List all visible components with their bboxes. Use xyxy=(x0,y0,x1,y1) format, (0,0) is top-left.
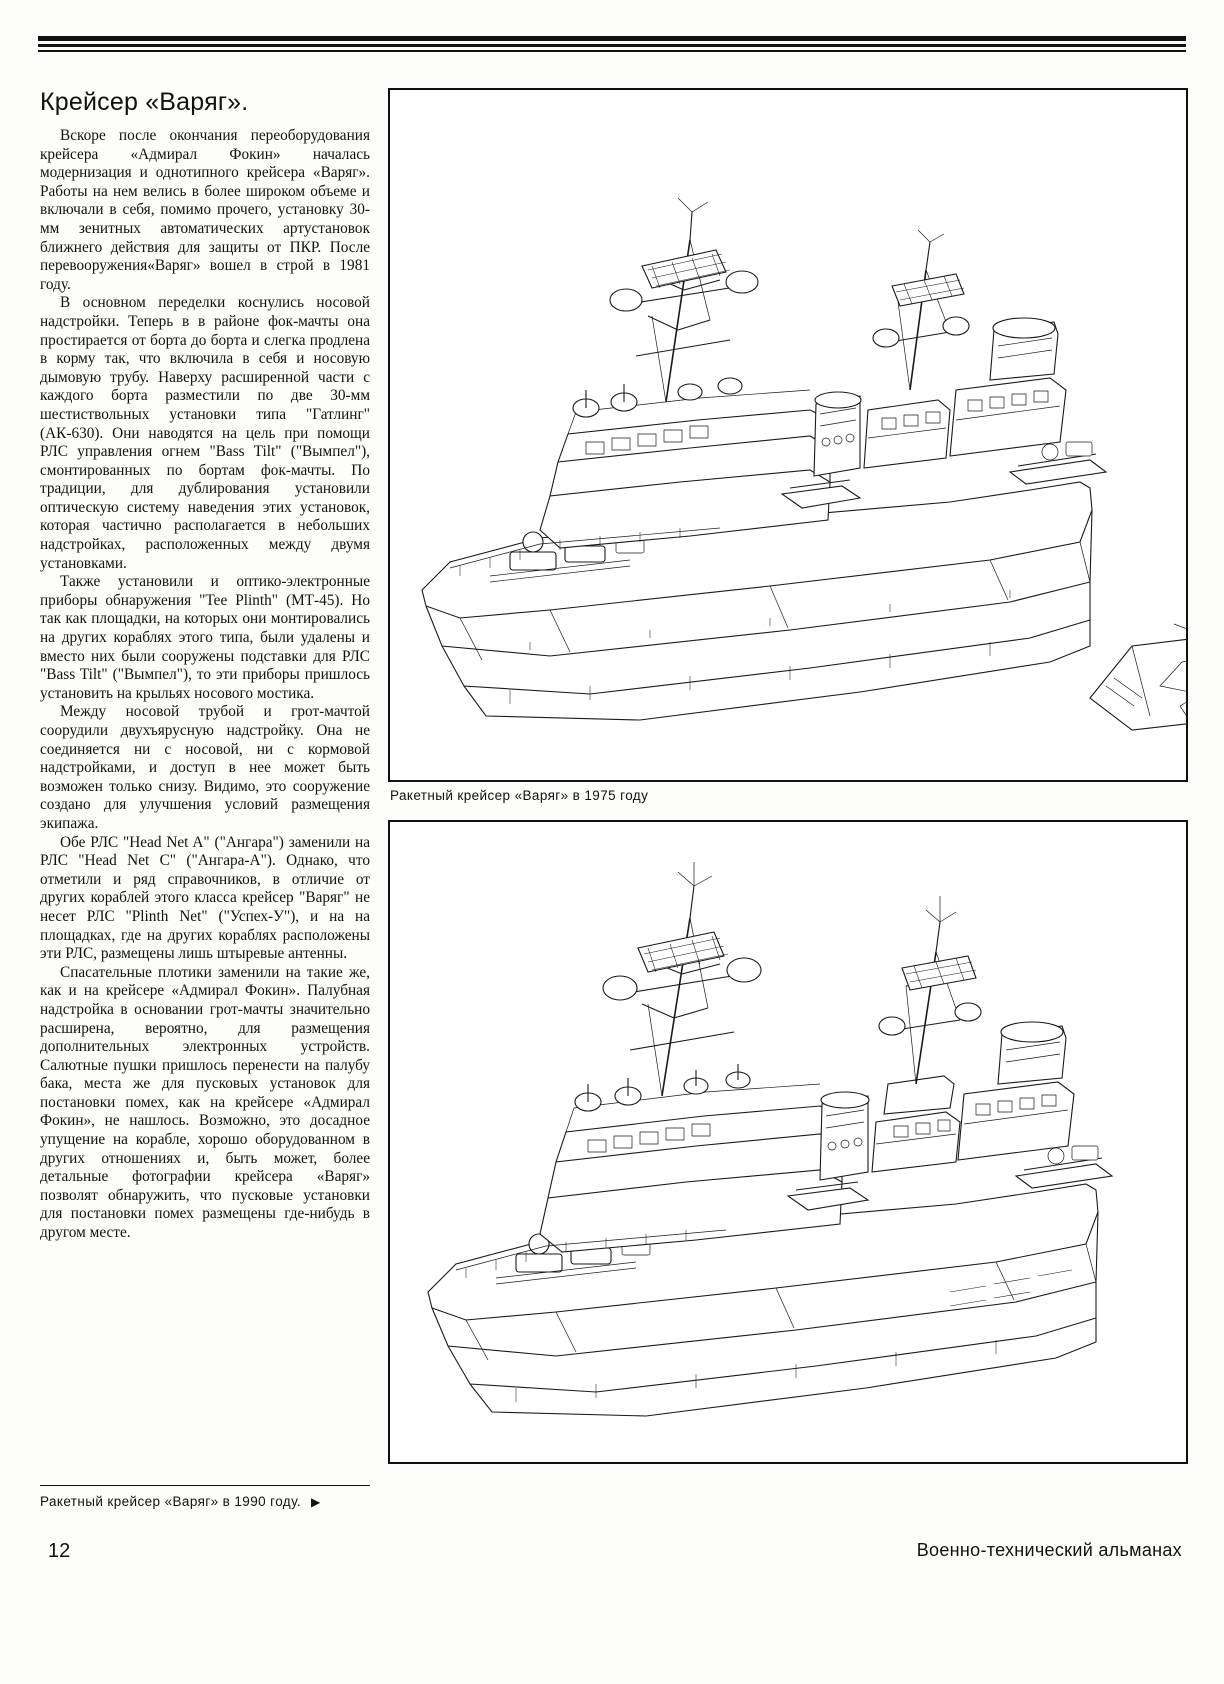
arrow-right-icon: ▶ xyxy=(311,1494,321,1509)
forward-funnel xyxy=(820,1092,869,1180)
aft-superstructure xyxy=(950,318,1066,456)
forward-funnel xyxy=(814,392,861,476)
ak630-gun-mounts xyxy=(575,1064,750,1111)
figure-2-caption xyxy=(40,1494,385,1509)
article-column xyxy=(40,88,370,1243)
bass-tilt-radome-port xyxy=(603,976,637,1000)
head-net-c-radar-aft xyxy=(902,956,976,990)
figure-1-caption: Ракетный крейсер «Варяг» в 1975 году xyxy=(390,788,649,803)
aft-superstructure xyxy=(958,1022,1074,1160)
article-body xyxy=(40,127,370,1243)
paragraph: Спасательные плотики заменили на такие же, как и на крейсере «Адмирал Фокин». Палубная надстройка в основании грот-мачты значительно расширена, вероятно, для размещения дополнительных электронных устройств. Салютные пушки пришлось перенести на палубу бака, места же для пусковых установок для постановки помех, как на крейсере «Адмирал Фокин», не нашлось. Возможно, это досадное упущение на корабле, хорошо оборудованном в других отношениях и, быть может, более детальные фотографии крейсера «Варяг» позволят обнаружить, что пусковые установки для постановки помех размещены где-нибудь в другом месте. xyxy=(40,963,370,1242)
aft-deck-equipment xyxy=(1010,442,1106,484)
page-number: 12 xyxy=(48,1540,71,1562)
paragraph: Обе РЛС "Head Net A" ("Ангара") заменили на РЛС "Head Net C" ("Ангара-А"). Однако, что отметили и ряд справочников, в отличие от других кораблей этого класса крейсер "Варяг" не несет РЛС "Plinth Net" ("Успех-У"), и на на площадках, где на других кораблях расположены эти РЛС, размещены лишь штыревые антенны. xyxy=(40,833,370,963)
fore-mast xyxy=(610,198,758,402)
midship-deckhouse xyxy=(864,400,950,468)
gun-mounts xyxy=(573,378,742,417)
aft-deck-equipment xyxy=(1016,1146,1112,1188)
header-rules xyxy=(38,36,1186,56)
paragraph: Между носовой трубой и грот-мачтой соорудили двухъярусную надстройку. Она не соединяется ни с носовой, ни с кормовой надстройками, и доступ в нее может быть возможен только снизу. Видимо, это сооружение создано для улучшения условий размещения экипажа. xyxy=(40,703,370,832)
main-mast xyxy=(879,896,981,1084)
paragraph: Также установили и оптико-электронные приборы обнаружения "Tee Plinth" (МТ-45). Но так как площадки, на которых они монтировались на других кораблях этого типа, были удалены и вместо них были сооружены подставки для РЛС "Bass Tilt" ("Вымпел"), то эти приборы пришлось установить на крыльях носового мостика. xyxy=(40,573,370,702)
main-mast xyxy=(873,230,969,390)
caption-divider xyxy=(40,1485,370,1486)
header-rule-2 xyxy=(38,44,1186,47)
page-title: Крейсер «Варяг». xyxy=(40,88,249,116)
paragraph: В основном переделки коснулись носовой надстройки. Теперь в в районе фок-мачты она простирается от борта до борта и слегка продлена в корму так, что включила в себя и носовую дымовую трубу. Наверху расширенной части с каждого борта разместили по две 30-мм шестиствольных установки типа "Гатлинг" (АК-630). Они наводятся на цель при помощи РЛС управления огнем "Bass Tilt" ("Вымпел"), смонтированных по бортам фок-мачты. По традиции, для дублирования установили оптическую систему наведения этих установок, которая частично располагается в небольших надстройках, расположенных между двумя установками. xyxy=(40,294,370,572)
ship-illustration-1975 xyxy=(390,90,1186,780)
detail-inset xyxy=(1090,624,1186,730)
head-net-radar xyxy=(642,250,730,288)
figure-2-frame xyxy=(388,820,1188,1464)
footer-publication-title: Военно-технический альманах xyxy=(916,1540,1182,1560)
bass-tilt-radome-stbd xyxy=(727,958,761,982)
paragraph: Вскоре после окончания переоборудования крейсера «Адмирал Фокин» началась модернизация и однотипного крейсера «Варяг». Работы на нем велись в более широком объеме и включали в себя, помимо прочего, установку 30-мм зенитных автоматических артустановок ближнего действия для защиты от ПКР. После перевооружения«Варяг» вошел в строй в 1981 году. xyxy=(40,127,370,293)
figure-1-frame xyxy=(388,88,1188,782)
head-net-radar-aft xyxy=(892,274,964,306)
header-rule-3 xyxy=(38,50,1186,52)
midship-two-tier-deckhouse xyxy=(872,1076,960,1172)
hull-markings xyxy=(950,1270,1072,1306)
figure-2-caption-text: Ракетный крейсер «Варяг» в 1990 году. xyxy=(40,1494,302,1509)
ship-illustration-1990 xyxy=(390,822,1186,1462)
fore-mast xyxy=(603,862,761,1096)
header-rule-1 xyxy=(38,36,1186,41)
